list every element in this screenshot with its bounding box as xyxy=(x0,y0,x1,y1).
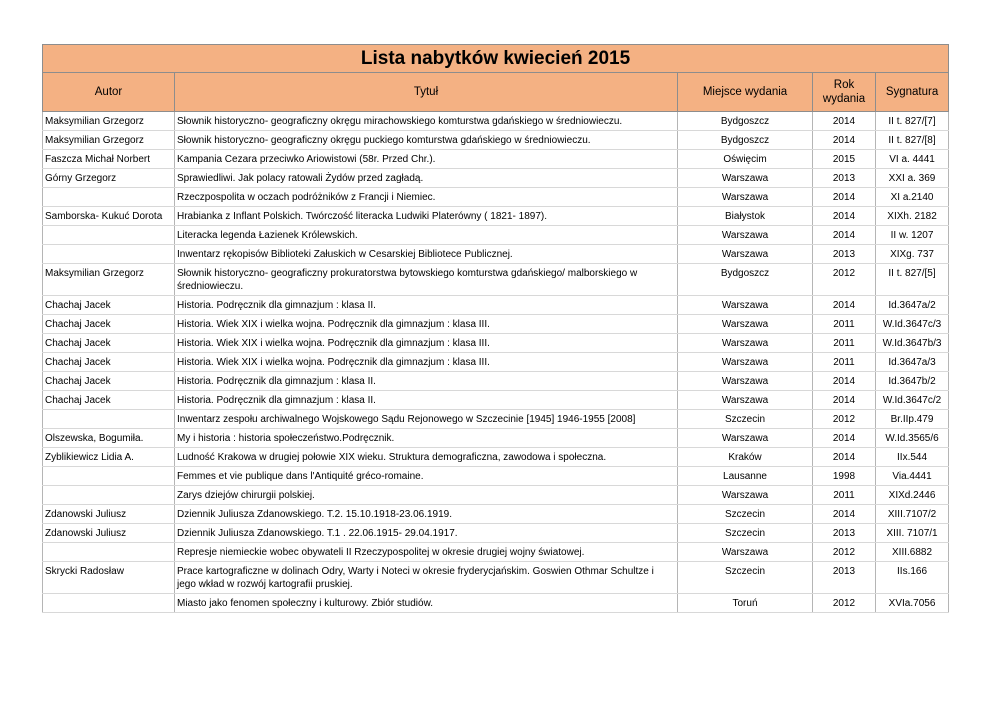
cell-author: Maksymilian Grzegorz xyxy=(43,131,175,150)
cell-signature: Id.3647b/2 xyxy=(876,372,949,391)
cell-year: 2013 xyxy=(813,562,876,594)
cell-year: 2014 xyxy=(813,372,876,391)
cell-year: 2014 xyxy=(813,207,876,226)
cell-signature: IIx.544 xyxy=(876,448,949,467)
cell-title: Słownik historyczno- geograficzny okręgu puckiego komturstwa gdańskiego w średniowieczu. xyxy=(175,131,678,150)
cell-place: Szczecin xyxy=(678,505,813,524)
cell-title: Historia. Podręcznik dla gimnazjum : klasa II. xyxy=(175,296,678,315)
cell-place: Warszawa xyxy=(678,543,813,562)
table-row xyxy=(43,169,949,188)
table-row xyxy=(43,226,949,245)
sheet-title: Lista nabytków kwiecień 2015 xyxy=(43,45,949,73)
cell-place: Warszawa xyxy=(678,372,813,391)
cell-place: Warszawa xyxy=(678,226,813,245)
cell-place: Lausanne xyxy=(678,467,813,486)
cell-title: Inwentarz zespołu archiwalnego Wojskowego Sądu Rejonowego w Szczecinie [1945] 1946-1955 [2008] xyxy=(175,410,678,429)
cell-signature: XIII. 7107/1 xyxy=(876,524,949,543)
cell-author xyxy=(43,226,175,245)
cell-signature: Id.3647a/2 xyxy=(876,296,949,315)
header-title: Tytuł xyxy=(175,73,678,112)
cell-year: 2012 xyxy=(813,594,876,613)
cell-title: My i historia : historia społeczeństwo.Podręcznik. xyxy=(175,429,678,448)
cell-year: 2012 xyxy=(813,264,876,296)
table-row xyxy=(43,150,949,169)
cell-author: Chachaj Jacek xyxy=(43,372,175,391)
cell-signature: W.Id.3647c/2 xyxy=(876,391,949,410)
cell-year: 2012 xyxy=(813,543,876,562)
cell-signature: W.Id.3647c/3 xyxy=(876,315,949,334)
cell-author: Zyblikiewicz Lidia A. xyxy=(43,448,175,467)
cell-year: 1998 xyxy=(813,467,876,486)
cell-place: Szczecin xyxy=(678,562,813,594)
cell-title: Literacka legenda Łazienek Królewskich. xyxy=(175,226,678,245)
cell-signature: XIII.6882 xyxy=(876,543,949,562)
cell-year: 2011 xyxy=(813,486,876,505)
cell-place: Warszawa xyxy=(678,353,813,372)
cell-title: Kampania Cezara przeciwko Ariowistowi (58r. Przed Chr.). xyxy=(175,150,678,169)
table-row xyxy=(43,112,949,131)
cell-year: 2014 xyxy=(813,296,876,315)
cell-author: Skrycki Radosław xyxy=(43,562,175,594)
cell-title: Rzeczpospolita w oczach podróżników z Francji i Niemiec. xyxy=(175,188,678,207)
cell-signature: XIII.7107/2 xyxy=(876,505,949,524)
cell-title: Ludność Krakowa w drugiej połowie XIX wieku. Struktura demograficzna, zawodowa i społeczna. xyxy=(175,448,678,467)
cell-author: Maksymilian Grzegorz xyxy=(43,112,175,131)
table-row xyxy=(43,207,949,226)
cell-author: Chachaj Jacek xyxy=(43,391,175,410)
table-row xyxy=(43,594,949,613)
cell-author: Faszcza Michał Norbert xyxy=(43,150,175,169)
cell-title: Słownik historyczno- geograficzny prokuratorstwa bytowskiego komturstwa gdańskiego/ malborskiego w średniowieczu. xyxy=(175,264,678,296)
cell-signature: II w. 1207 xyxy=(876,226,949,245)
cell-place: Białystok xyxy=(678,207,813,226)
cell-signature: Via.4441 xyxy=(876,467,949,486)
cell-year: 2014 xyxy=(813,505,876,524)
cell-year: 2014 xyxy=(813,112,876,131)
cell-signature: II t. 827/[8] xyxy=(876,131,949,150)
cell-year: 2014 xyxy=(813,448,876,467)
cell-author: Chachaj Jacek xyxy=(43,296,175,315)
cell-title: Historia. Podręcznik dla gimnazjum : klasa II. xyxy=(175,372,678,391)
cell-author xyxy=(43,594,175,613)
cell-place: Szczecin xyxy=(678,524,813,543)
cell-year: 2011 xyxy=(813,315,876,334)
cell-signature: W.Id.3647b/3 xyxy=(876,334,949,353)
table-body xyxy=(43,112,949,613)
table-row xyxy=(43,334,949,353)
cell-author xyxy=(43,543,175,562)
cell-signature: XXI a. 369 xyxy=(876,169,949,188)
cell-title: Dziennik Juliusza Zdanowskiego. T.2. 15.10.1918-23.06.1919. xyxy=(175,505,678,524)
cell-signature: IIs.166 xyxy=(876,562,949,594)
table-row xyxy=(43,505,949,524)
cell-author: Maksymilian Grzegorz xyxy=(43,264,175,296)
table-row xyxy=(43,562,949,594)
cell-author xyxy=(43,410,175,429)
cell-signature: VI a. 4441 xyxy=(876,150,949,169)
header-year: Rok wydania xyxy=(813,73,876,112)
cell-signature: XIXg. 737 xyxy=(876,245,949,264)
cell-place: Bydgoszcz xyxy=(678,264,813,296)
cell-place: Warszawa xyxy=(678,188,813,207)
table-row xyxy=(43,543,949,562)
cell-author: Chachaj Jacek xyxy=(43,353,175,372)
cell-place: Oświęcim xyxy=(678,150,813,169)
table-row xyxy=(43,245,949,264)
cell-signature: II t. 827/[5] xyxy=(876,264,949,296)
cell-author: Górny Grzegorz xyxy=(43,169,175,188)
cell-year: 2014 xyxy=(813,188,876,207)
cell-place: Toruń xyxy=(678,594,813,613)
cell-title: Inwentarz rękopisów Biblioteki Załuskich w Cesarskiej Bibliotece Publicznej. xyxy=(175,245,678,264)
cell-year: 2013 xyxy=(813,524,876,543)
cell-author: Zdanowski Juliusz xyxy=(43,524,175,543)
cell-author: Olszewska, Bogumiła. xyxy=(43,429,175,448)
cell-title: Represje niemieckie wobec obywateli II Rzeczypospolitej w okresie drugiej wojny światowej. xyxy=(175,543,678,562)
cell-place: Warszawa xyxy=(678,486,813,505)
cell-author: Chachaj Jacek xyxy=(43,315,175,334)
cell-year: 2014 xyxy=(813,391,876,410)
cell-signature: Id.3647a/3 xyxy=(876,353,949,372)
table-row xyxy=(43,353,949,372)
cell-year: 2011 xyxy=(813,353,876,372)
table-row xyxy=(43,391,949,410)
table-row xyxy=(43,372,949,391)
cell-signature: XIXh. 2182 xyxy=(876,207,949,226)
cell-year: 2013 xyxy=(813,245,876,264)
cell-year: 2013 xyxy=(813,169,876,188)
cell-signature: XIXd.2446 xyxy=(876,486,949,505)
cell-year: 2014 xyxy=(813,131,876,150)
cell-signature: XI a.2140 xyxy=(876,188,949,207)
table-row xyxy=(43,131,949,150)
cell-signature: W.Id.3565/6 xyxy=(876,429,949,448)
cell-year: 2012 xyxy=(813,410,876,429)
cell-title: Historia. Wiek XIX i wielka wojna. Podręcznik dla gimnazjum : klasa III. xyxy=(175,315,678,334)
cell-author: Zdanowski Juliusz xyxy=(43,505,175,524)
cell-title: Słownik historyczno- geograficzny okręgu mirachowskiego komturstwa gdańskiego w średniowieczu. xyxy=(175,112,678,131)
header-place: Miejsce wydania xyxy=(678,73,813,112)
cell-place: Kraków xyxy=(678,448,813,467)
cell-author: Samborska- Kukuć Dorota xyxy=(43,207,175,226)
cell-author xyxy=(43,245,175,264)
cell-place: Warszawa xyxy=(678,169,813,188)
cell-place: Bydgoszcz xyxy=(678,131,813,150)
cell-place: Warszawa xyxy=(678,245,813,264)
table-row xyxy=(43,315,949,334)
table-row xyxy=(43,467,949,486)
cell-year: 2011 xyxy=(813,334,876,353)
cell-signature: Br.IIp.479 xyxy=(876,410,949,429)
cell-place: Warszawa xyxy=(678,429,813,448)
cell-title: Prace kartograficzne w dolinach Odry, Warty i Noteci w okresie fryderycjańskim. Goswien Othmar Schultze i jego wkład w rozwój kartografii pruskiej. xyxy=(175,562,678,594)
cell-title: Historia. Wiek XIX i wielka wojna. Podręcznik dla gimnazjum : klasa III. xyxy=(175,353,678,372)
acquisitions-sheet xyxy=(42,44,948,613)
cell-title: Sprawiedliwi. Jak polacy ratowali Żydów przed zagładą. xyxy=(175,169,678,188)
cell-title: Hrabianka z Inflant Polskich. Twórczość literacka Ludwiki Platerówny ( 1821- 1897). xyxy=(175,207,678,226)
header-signature: Sygnatura xyxy=(876,73,949,112)
header-author: Autor xyxy=(43,73,175,112)
cell-title: Historia. Wiek XIX i wielka wojna. Podręcznik dla gimnazjum : klasa III. xyxy=(175,334,678,353)
cell-author xyxy=(43,486,175,505)
cell-place: Warszawa xyxy=(678,296,813,315)
table-row xyxy=(43,264,949,296)
table-row xyxy=(43,524,949,543)
table-row xyxy=(43,486,949,505)
cell-author xyxy=(43,467,175,486)
cell-signature: XVIa.7056 xyxy=(876,594,949,613)
cell-year: 2014 xyxy=(813,429,876,448)
table-row xyxy=(43,429,949,448)
table-row xyxy=(43,296,949,315)
cell-author: Chachaj Jacek xyxy=(43,334,175,353)
cell-year: 2015 xyxy=(813,150,876,169)
cell-place: Warszawa xyxy=(678,315,813,334)
cell-title: Femmes et vie publique dans l'Antiquité gréco-romaine. xyxy=(175,467,678,486)
cell-signature: II t. 827/[7] xyxy=(876,112,949,131)
cell-place: Warszawa xyxy=(678,334,813,353)
cell-place: Szczecin xyxy=(678,410,813,429)
table-row xyxy=(43,410,949,429)
cell-year: 2014 xyxy=(813,226,876,245)
cell-place: Bydgoszcz xyxy=(678,112,813,131)
cell-title: Dziennik Juliusza Zdanowskiego. T.1 . 22.06.1915- 29.04.1917. xyxy=(175,524,678,543)
cell-place: Warszawa xyxy=(678,391,813,410)
table-row xyxy=(43,188,949,207)
cell-title: Historia. Podręcznik dla gimnazjum : klasa II. xyxy=(175,391,678,410)
cell-title: Zarys dziejów chirurgii polskiej. xyxy=(175,486,678,505)
table-row xyxy=(43,448,949,467)
cell-title: Miasto jako fenomen społeczny i kulturowy. Zbiór studiów. xyxy=(175,594,678,613)
cell-author xyxy=(43,188,175,207)
acquisitions-table xyxy=(42,44,949,613)
